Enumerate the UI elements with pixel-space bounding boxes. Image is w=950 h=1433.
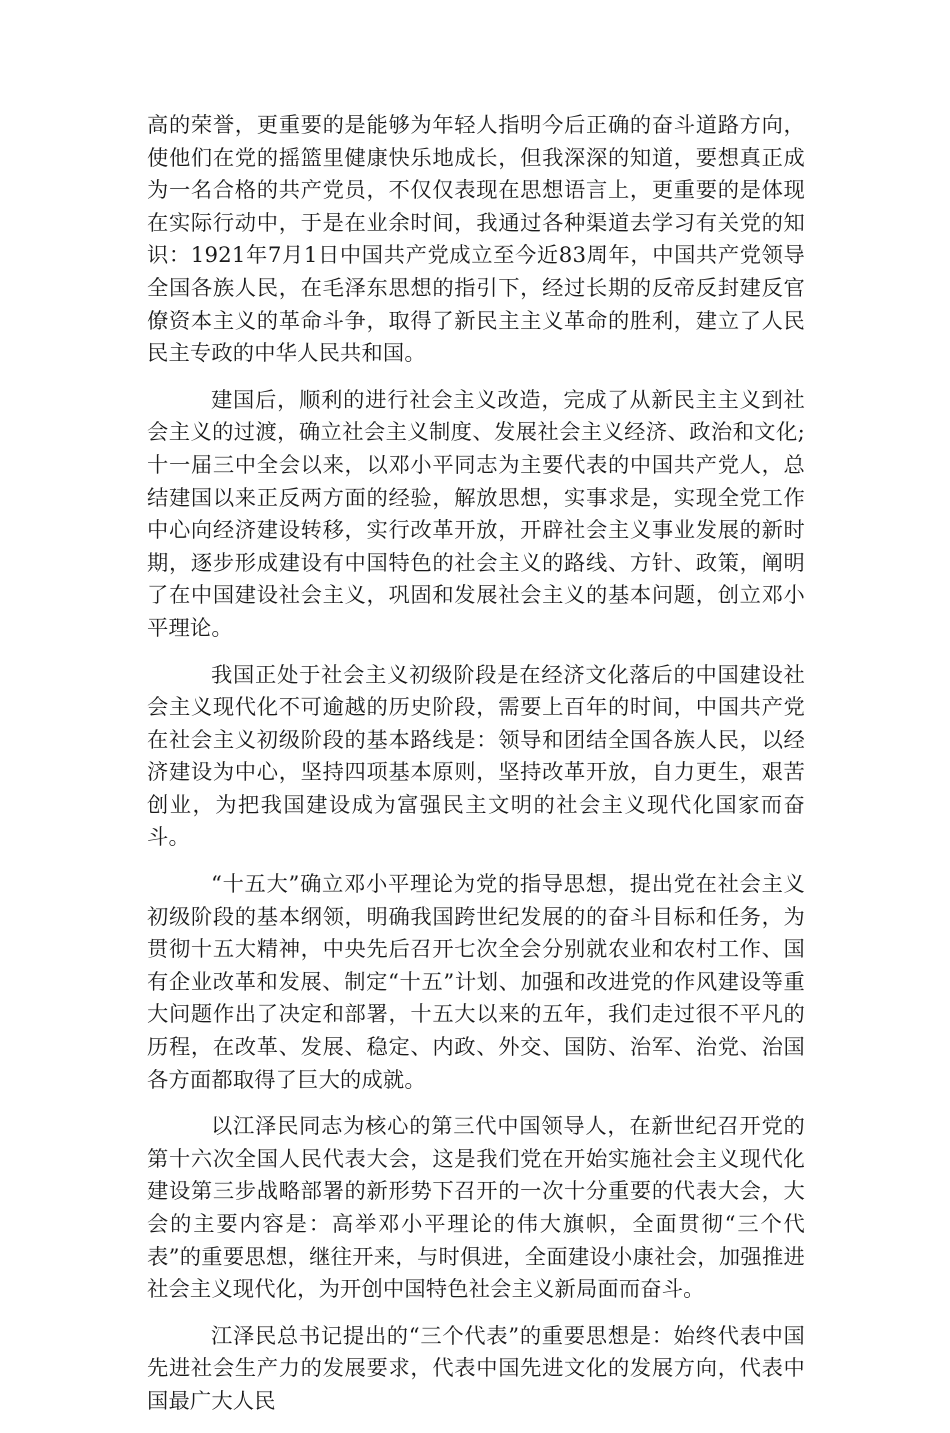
paragraph-4: “十五大”确立邓小平理论为党的指导思想，提出党在社会主义初级阶段的基本纲领，明确我国跨世纪发展的的奋斗目标和任务，为贯彻十五大精神，中央先后召开七次全会分别就农业和农村工作、国有企业改革和发展、制定“十五”计划、加强和改进党的作风建设等重大问题作出了决定和部署，十五大以来的五年，我们走过很不平凡的历程，在改革、发展、稳定、内政、外交、国防、治军、治党、治国各方面都取得了巨大的成就。 — [147, 872, 805, 1093]
paragraph-1: 高的荣誉，更重要的是能够为年轻人指明今后正确的奋斗道路方向，使他们在党的摇篮里健康快乐地成长，但我深深的知道，要想真正成为一名合格的共产党员，不仅仅表现在思想语言上，更重要的是体现在实际行动中，于是在业余时间，我通过各种渠道去学习有关党的知识：1921年7月1日中国共产党成立至今近83周年，中国共产党领导全国各族人民，在毛泽东思想的指引下，经过长期的反帝反封建反官僚资本主义的革命斗争，取得了新民主主义革命的胜利，建立了人民民主专政的中华人民共和国。 — [147, 113, 805, 367]
paragraph-3: 我国正处于社会主义初级阶段是在经济文化落后的中国建设社会主义现代化不可逾越的历史阶段，需要上百年的时间，中国共产党在社会主义初级阶段的基本路线是：领导和团结全国各族人民，以经济建设为中心，坚持四项基本原则，坚持改革开放，自力更生，艰苦创业，为把我国建设成为富强民主文明的社会主义现代化国家而奋斗。 — [147, 662, 805, 851]
document-body — [147, 110, 805, 1433]
paragraph-2: 建国后，顺利的进行社会主义改造，完成了从新民主主义到社会主义的过渡，确立社会主义制度、发展社会主义经济、政治和文化;十一届三中全会以来，以邓小平同志为主要代表的中国共产党人，总结建国以来正反两方面的经验，解放思想，实事求是，实现全党工作中心向经济建设转移，实行改革开放，开辟社会主义事业发展的新时期，逐步形成建设有中国特色的社会主义的路线、方针、政策，阐明了在中国建设社会主义，巩固和发展社会主义的基本问题，创立邓小平理论。 — [147, 387, 805, 641]
paragraph-6: 江泽民总书记提出的“三个代表”的重要思想是：始终代表中国先进社会生产力的发展要求，代表中国先进文化的发展方向，代表中国最广大人民 — [147, 1323, 805, 1414]
paragraph-5: 以江泽民同志为核心的第三代中国领导人，在新世纪召开党的第十六次全国人民代表大会，这是我们党在开始实施社会主义现代化建设第三步战略部署的新形势下召开的一次十分重要的代表大会，大会的主要内容是：高举邓小平理论的伟大旗帜，全面贯彻“三个代表”的重要思想，继往开来，与时俱进，全面建设小康社会，加强推进社会主义现代化，为开创中国特色社会主义新局面而奋斗。 — [147, 1114, 805, 1303]
